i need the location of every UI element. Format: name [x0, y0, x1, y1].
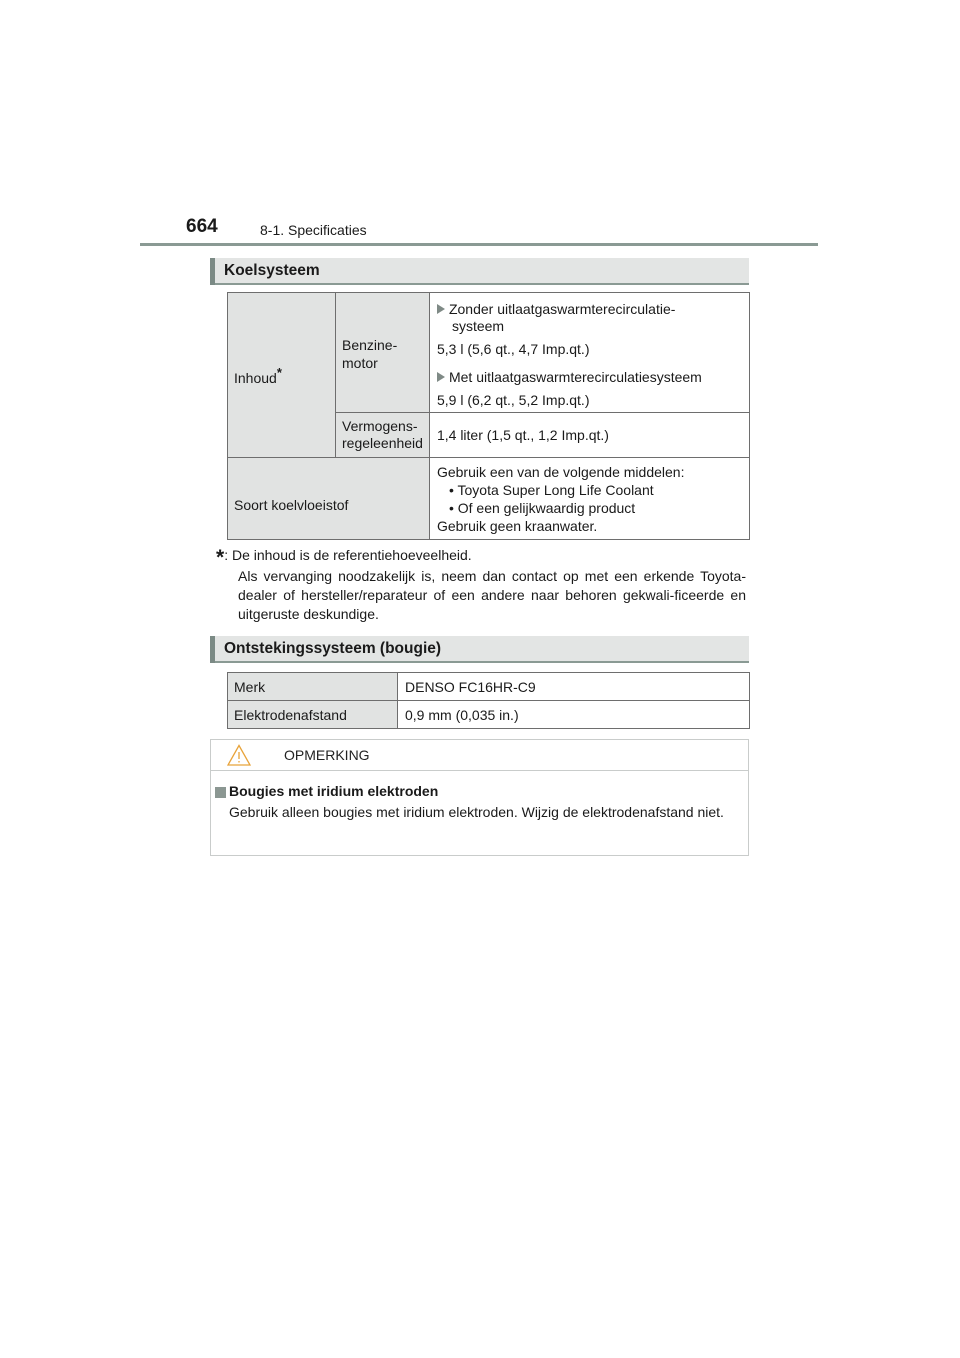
option-1-title: Zonder uitlaatgaswarmterecirculatie- [448, 301, 676, 317]
pcu-value: 1,4 liter (1,5 qt., 1,2 Imp.qt.) [429, 413, 749, 458]
capacity-footnote-mark: * [276, 364, 282, 380]
option-2-value: 5,9 l (6,2 qt., 5,2 Imp.qt.) [436, 392, 590, 408]
ignition-value: DENSO FC16HR-C9 [398, 673, 750, 701]
page-number: 664 [186, 216, 218, 237]
ignition-table [227, 672, 750, 729]
notice-box [210, 739, 749, 856]
coolant-intro: Gebruik een van de volgende middelen: [436, 463, 685, 480]
option-1-title-cont: systeem [451, 318, 505, 334]
footnote [216, 546, 746, 624]
footnote-first-line: : De inhoud is de referentiehoeveelheid. [224, 547, 472, 563]
option-2-title: Met uitlaatgaswarmterecirculatiesysteem [448, 369, 702, 385]
square-bullet-icon [215, 787, 226, 798]
coolant-item: • Toyota Super Long Life Coolant [448, 481, 654, 498]
coolant-outro: Gebruik geen kraanwater. [436, 517, 598, 534]
table-row [228, 701, 750, 729]
triangle-bullet-icon [437, 372, 445, 382]
cooling-heading [210, 258, 749, 285]
footnote-mark: * [216, 546, 225, 569]
pcu-label: Vermogens- regeleenheid [336, 413, 430, 458]
petrol-engine-label: Benzine- motor [336, 293, 430, 413]
ignition-heading [210, 636, 749, 663]
ignition-heading-text: Ontstekingssysteem (bougie) [224, 640, 442, 657]
ignition-label: Merk [228, 673, 398, 701]
capacity-label-cell [228, 293, 336, 458]
warning-icon [227, 744, 251, 766]
cooling-heading-text: Koelsysteem [224, 262, 320, 279]
ignition-label: Elektrodenafstand [228, 701, 398, 729]
header-rule [140, 243, 818, 246]
footnote-text: Als vervanging noodzakelijk is, neem dan contact op met een erkende Toyota-dealer of hersteller/reparateur of een andere naar behoren gekwali-ficeerde en uitgeruste deskundige. [238, 568, 746, 622]
triangle-bullet-icon [437, 304, 445, 314]
notice-body: Gebruik alleen bougies met iridium elektroden. Wijzig de elektrodenafstand niet. [229, 804, 724, 820]
table-row [228, 458, 750, 540]
capacity-label: Inhoud [234, 369, 277, 386]
coolant-item: • Of een gelijkwaardig product [448, 499, 636, 516]
option-1-value: 5,3 l (5,6 qt., 4,7 Imp.qt.) [436, 341, 590, 357]
coolant-type-value [429, 458, 749, 540]
table-row [228, 293, 750, 413]
petrol-engine-values [429, 293, 749, 413]
cooling-table [227, 292, 750, 540]
notice-header [211, 740, 748, 771]
table-row [228, 673, 750, 701]
coolant-type-label: Soort koelvloeistof [228, 458, 430, 540]
ignition-value: 0,9 mm (0,035 in.) [398, 701, 750, 729]
section-title: 8-1. Specificaties [260, 222, 367, 238]
notice-heading: OPMERKING [284, 747, 370, 763]
notice-title: Bougies met iridium elektroden [229, 783, 439, 799]
